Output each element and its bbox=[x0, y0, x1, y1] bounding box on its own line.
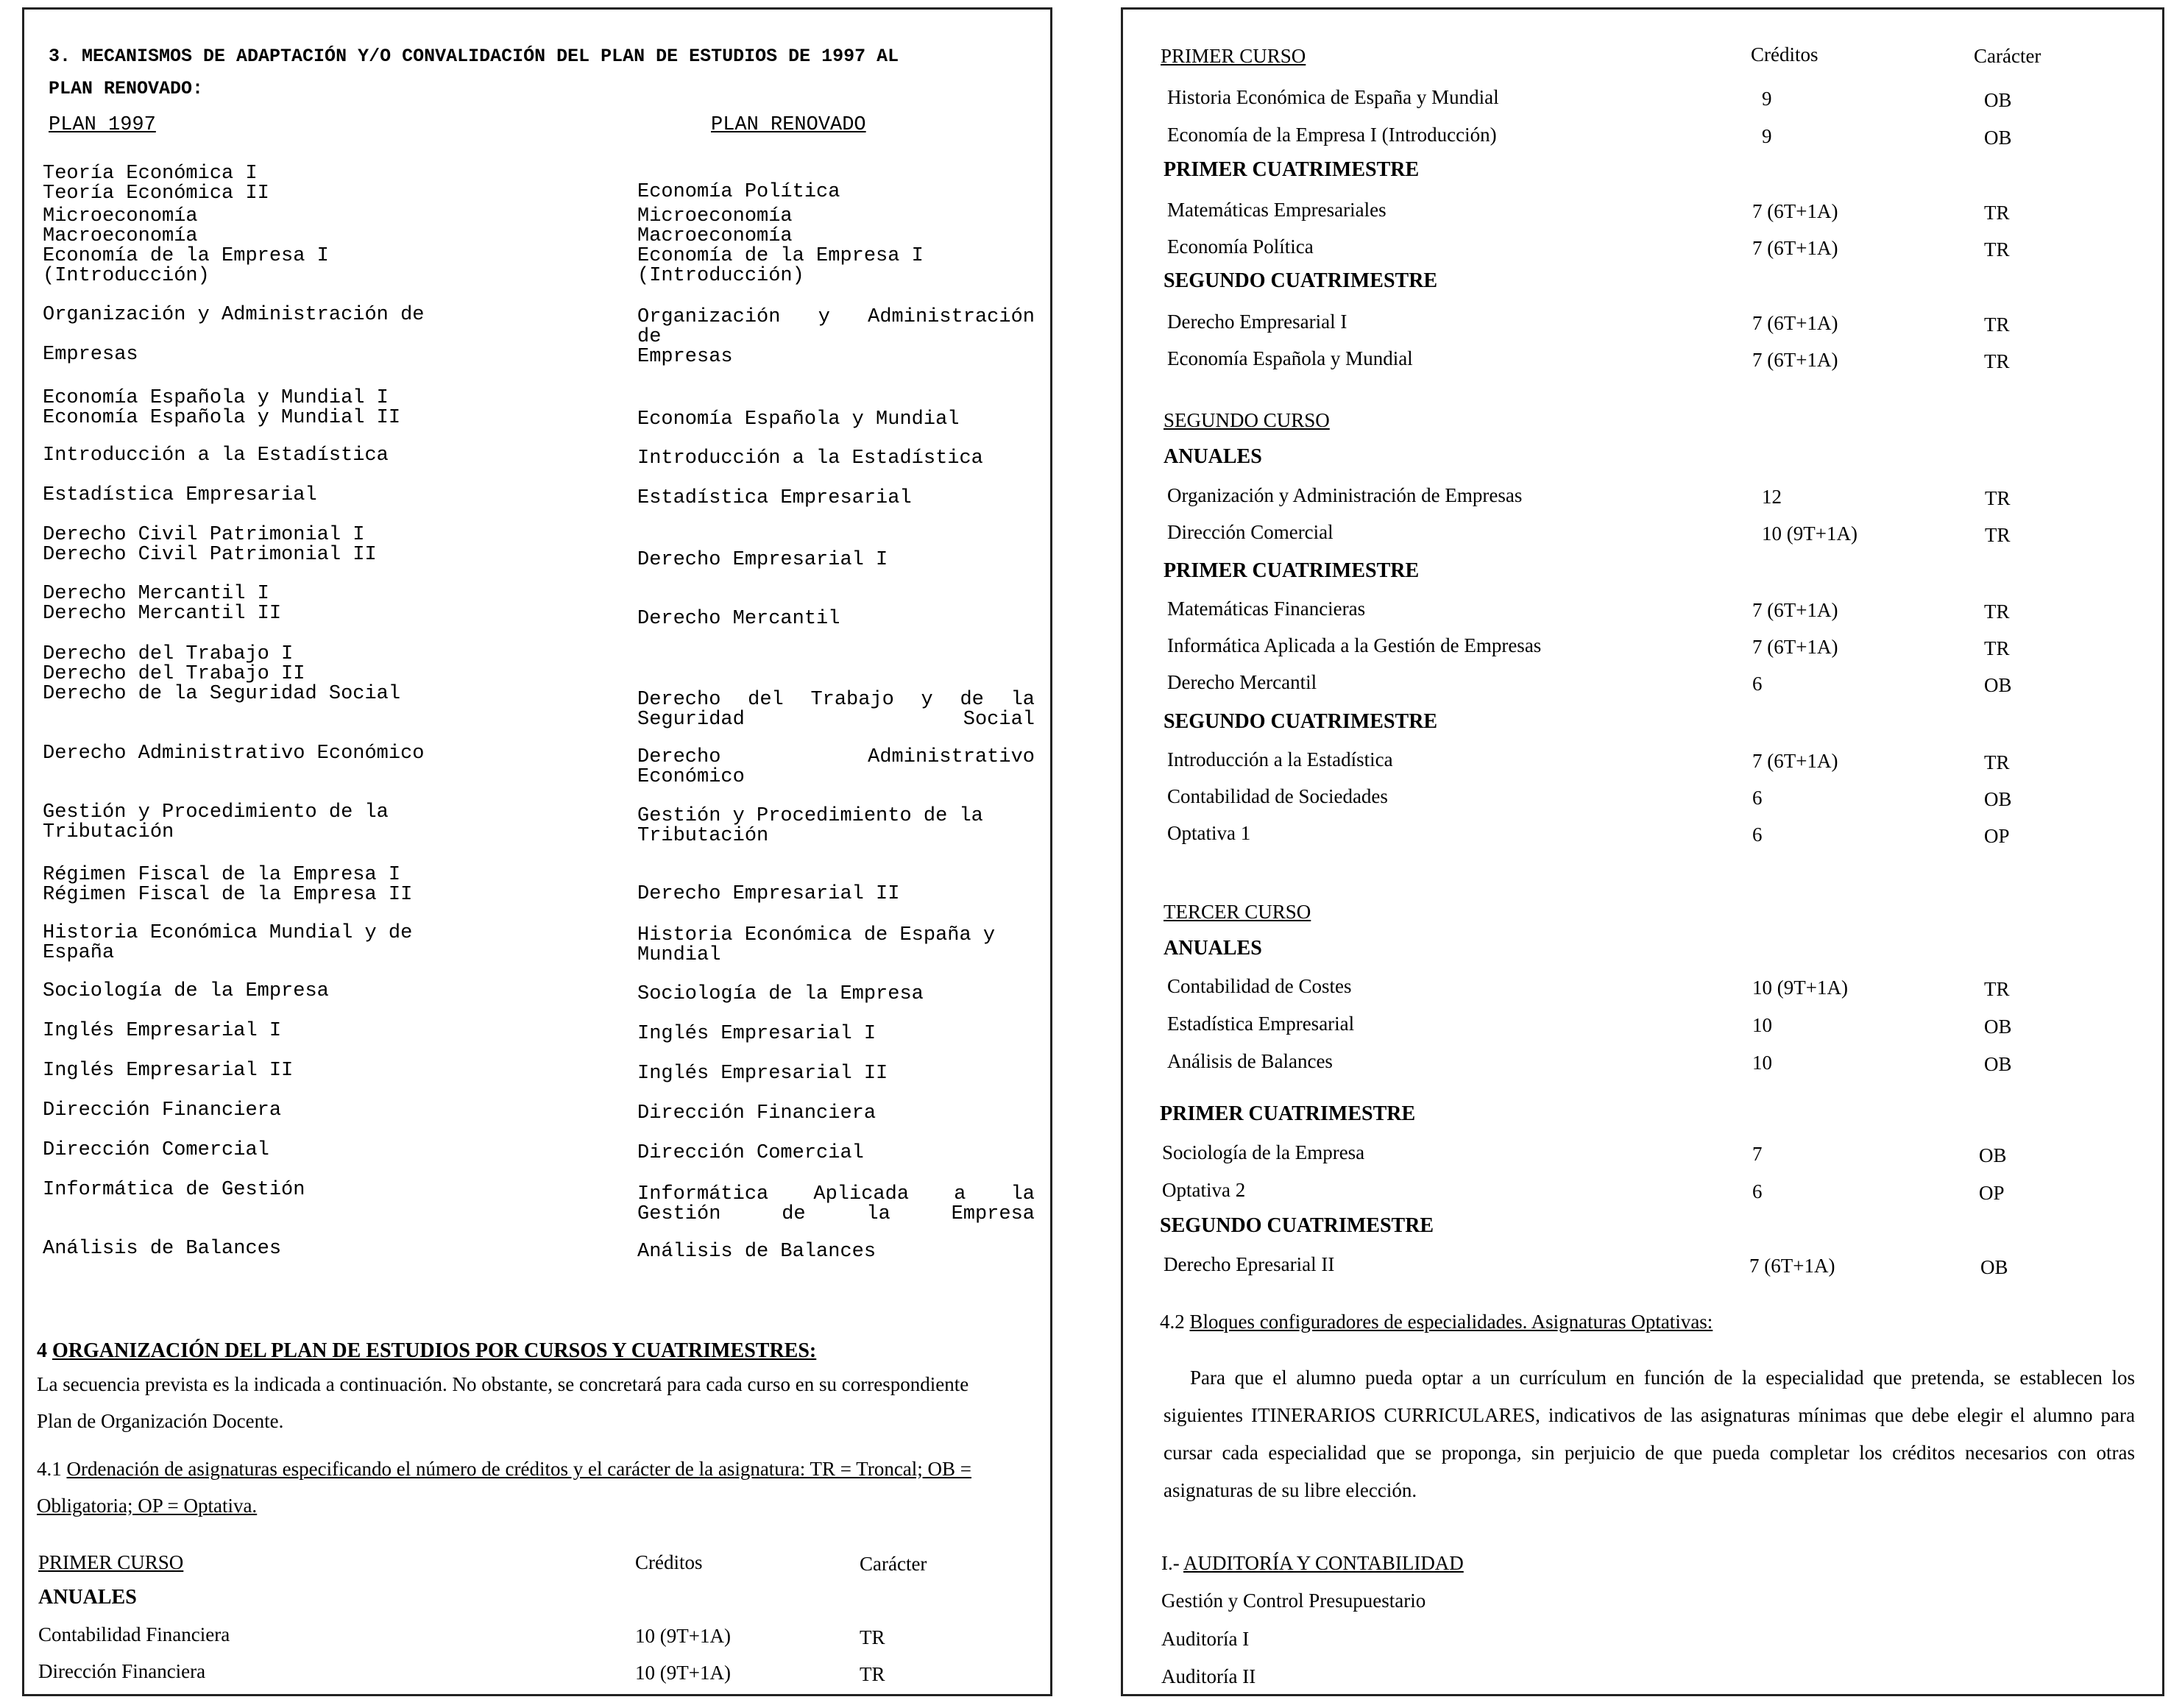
course-subject: Contabilidad de Costes bbox=[1167, 975, 1352, 997]
mapping-new-subject: Dirección Comercial bbox=[637, 1142, 864, 1164]
segundo-curso-anuales: ANUALES bbox=[1164, 445, 1262, 468]
mapping-old-subject: Dirección Comercial bbox=[43, 1139, 269, 1161]
mapping-new-subject: Gestión y Procedimiento de la Tributación bbox=[637, 805, 983, 847]
course-subject: Optativa 1 bbox=[1167, 822, 1251, 844]
mapping-old-subject: Teoría Económica I Teoría Económica II bbox=[43, 163, 269, 205]
course-type: TR bbox=[1984, 202, 2010, 224]
subsection-42-title: 4.2 Bloques configuradores de especialidades. Asignaturas Optativas: bbox=[1160, 1311, 1713, 1333]
right-primer-curso: PRIMER CURSO bbox=[1161, 45, 1306, 67]
left-page bbox=[22, 7, 1052, 1696]
course-subject: Matemáticas Financieras bbox=[1167, 598, 1366, 620]
mapping-new-subject: Historia Económica de España y Mundial bbox=[637, 924, 996, 966]
mapping-new-subject: Derecho Mercantil bbox=[637, 608, 840, 630]
right-page bbox=[1121, 7, 2164, 1696]
course-credits: 10 bbox=[1752, 1052, 1772, 1074]
course-subject: Análisis de Balances bbox=[1167, 1050, 1333, 1072]
right-col-creditos: Créditos bbox=[1751, 43, 1818, 65]
course-credits: 12 bbox=[1762, 486, 1782, 508]
course-subject: Historia Económica de España y Mundial bbox=[1167, 86, 1499, 108]
mapping-old-subject: Introducción a la Estadística bbox=[43, 444, 389, 467]
course-type: TR bbox=[1984, 637, 2010, 659]
itinerario-item: Auditoría II bbox=[1161, 1665, 1256, 1687]
course-type: TR bbox=[860, 1663, 885, 1685]
course-subject: Matemáticas Empresariales bbox=[1167, 199, 1386, 221]
course-credits: 10 (9T+1A) bbox=[635, 1625, 731, 1647]
course-credits: 9 bbox=[1762, 88, 1772, 110]
mapping-new-subject: Economía Española y Mundial bbox=[637, 408, 960, 430]
right-col-caracter: Carácter bbox=[1974, 45, 2041, 67]
course-subject: Economía Política bbox=[1167, 235, 1314, 258]
course-credits: 7 (6T+1A) bbox=[1749, 1255, 1835, 1277]
mapping-old-subject: Microeconomía Macroeconomía Economía de la Empresa I (Introducción) bbox=[43, 205, 329, 287]
itinerarios-paragraph: Para que el alumno pueda optar a un currículum en función de la especialidad que pretenda, se establecen los siguientes ITINERARIOS CURRICULARES, indicativos de las asignaturas mínimas que debe elegir el alumno para cursar cada especialidad que se proponga, sin perjuicio de que pueda completar los créditos necesarios con otras asignaturas de su libre elección. bbox=[1164, 1367, 2135, 1501]
course-credits: 6 bbox=[1752, 823, 1763, 846]
table-col-caracter: Carácter bbox=[860, 1553, 927, 1575]
course-subject: Organización y Administración de Empresas bbox=[1167, 484, 1523, 506]
course-credits: 6 bbox=[1752, 787, 1763, 809]
mapping-new-subject: Inglés Empresarial II bbox=[637, 1063, 888, 1085]
mapping-old-subject: Análisis de Balances bbox=[43, 1238, 282, 1260]
mapping-new-subject: Economía Política bbox=[637, 181, 840, 203]
mapping-old-subject: Inglés Empresarial I bbox=[43, 1020, 282, 1042]
mapping-new-subject: Sociología de la Empresa bbox=[637, 983, 924, 1005]
mapping-new-subject: Análisis de Balances bbox=[637, 1241, 876, 1263]
tercer-curso-label: TERCER CURSO bbox=[1164, 901, 1311, 923]
course-subject: Contabilidad de Sociedades bbox=[1167, 785, 1388, 807]
tercer-curso-anuales: ANUALES bbox=[1164, 937, 1262, 960]
course-type: OB bbox=[1984, 674, 2012, 696]
mapping-new-subject: Organización y Administración de Empresas bbox=[637, 306, 1035, 368]
mapping-old-subject: Estadística Empresarial bbox=[43, 484, 317, 506]
mapping-new-subject: Inglés Empresarial I bbox=[637, 1023, 876, 1045]
col-new-header: PLAN RENOVADO bbox=[711, 114, 866, 136]
course-type: TR bbox=[1984, 751, 2010, 773]
course-type: OB bbox=[1980, 1256, 2008, 1278]
section4-text-line1: La secuencia prevista es la indicada a continuación. No obstante, se concretará para cada curso en su correspondiente bbox=[37, 1373, 969, 1395]
mapping-new-subject: Derecho Administrativo Económico bbox=[637, 746, 1035, 788]
section4-text-line2: Plan de Organización Docente. bbox=[37, 1410, 284, 1432]
itinerario-item: Auditoría I bbox=[1161, 1628, 1250, 1650]
course-type: OB bbox=[1984, 1053, 2012, 1075]
course-type: OP bbox=[1979, 1182, 2005, 1204]
course-credits: 6 bbox=[1752, 1180, 1763, 1202]
mapping-old-subject: Economía Española y Mundial I Economía Española y Mundial II bbox=[43, 387, 401, 429]
table-primer-curso-label: PRIMER CURSO bbox=[38, 1551, 184, 1573]
course-credits: 7 (6T+1A) bbox=[1752, 349, 1838, 371]
course-subject: Economía de la Empresa I (Introducción) bbox=[1167, 124, 1497, 146]
mapping-new-subject: Derecho Empresarial I bbox=[637, 549, 888, 571]
mapping-new-subject: Derecho Empresarial II bbox=[637, 883, 900, 905]
segundo-curso-label: SEGUNDO CURSO bbox=[1164, 409, 1330, 431]
course-credits: 7 (6T+1A) bbox=[1752, 750, 1838, 772]
itinerario-i-title: I.- AUDITORÍA Y CONTABILIDAD bbox=[1161, 1552, 1464, 1574]
table-col-creditos: Créditos bbox=[635, 1551, 703, 1573]
course-subject: Derecho Mercantil bbox=[1167, 671, 1317, 693]
course-credits: 9 bbox=[1762, 125, 1772, 147]
course-credits: 7 (6T+1A) bbox=[1752, 599, 1838, 621]
mapping-old-subject: Derecho Civil Patrimonial I Derecho Civil Patrimonial II bbox=[43, 524, 377, 566]
mapping-new-subject: Derecho del Trabajo y de la Seguridad Social bbox=[637, 689, 1035, 731]
course-credits: 7 (6T+1A) bbox=[1752, 312, 1838, 334]
course-credits: 7 bbox=[1752, 1143, 1763, 1165]
section4-title: 4 ORGANIZACIÓN DEL PLAN DE ESTUDIOS POR CURSOS Y CUATRIMESTRES: bbox=[37, 1339, 817, 1362]
subsection-41-line1: 4.1 Ordenación de asignaturas especificando el número de créditos y el carácter de la asignatura: TR = Troncal; OB = bbox=[37, 1458, 972, 1480]
mapping-old-subject: Derecho Administrativo Económico bbox=[43, 743, 425, 765]
course-type: OB bbox=[1984, 1016, 2012, 1038]
course-credits: 10 bbox=[1752, 1014, 1772, 1036]
course-subject: Dirección Financiera bbox=[38, 1660, 206, 1682]
mapping-old-subject: Derecho del Trabajo I Derecho del Trabajo II Derecho de la Seguridad Social bbox=[43, 643, 401, 705]
mapping-new-subject: Informática Aplicada a la Gestión de la Empresa bbox=[637, 1183, 1035, 1225]
course-credits: 10 (9T+1A) bbox=[1762, 522, 1857, 545]
mapping-old-subject: Régimen Fiscal de la Empresa I Régimen Fiscal de la Empresa II bbox=[43, 864, 413, 906]
course-subject: Derecho Empresarial I bbox=[1167, 311, 1347, 333]
course-subject: Introducción a la Estadística bbox=[1167, 748, 1393, 770]
subsection-41-line2: Obligatoria; OP = Optativa. bbox=[37, 1495, 258, 1517]
mapping-old-subject: Organización y Administración de Empresas bbox=[43, 304, 425, 366]
course-type: TR bbox=[1984, 350, 2010, 372]
section3-heading-line1: 3. MECANISMOS DE ADAPTACIÓN Y/O CONVALIDACIÓN DEL PLAN DE ESTUDIOS DE 1997 AL bbox=[49, 46, 899, 67]
course-credits: 7 (6T+1A) bbox=[1752, 200, 1838, 222]
tercer-curso-segundo-cuatrimestre: SEGUNDO CUATRIMESTRE bbox=[1160, 1214, 1434, 1237]
primer-curso-primer-cuatrimestre: PRIMER CUATRIMESTRE bbox=[1164, 158, 1420, 181]
course-credits: 10 (9T+1A) bbox=[635, 1662, 731, 1684]
course-type: OB bbox=[1984, 89, 2012, 111]
course-type: TR bbox=[1984, 600, 2010, 623]
course-subject: Estadística Empresarial bbox=[1167, 1013, 1355, 1035]
course-type: TR bbox=[1985, 524, 2011, 546]
segundo-curso-primer-cuatrimestre: PRIMER CUATRIMESTRE bbox=[1164, 559, 1420, 582]
course-subject: Economía Española y Mundial bbox=[1167, 347, 1413, 369]
course-type: OB bbox=[1979, 1144, 2007, 1166]
course-type: TR bbox=[1984, 978, 2010, 1000]
course-type: OP bbox=[1984, 825, 2010, 847]
course-type: OB bbox=[1984, 788, 2012, 810]
course-type: TR bbox=[1984, 238, 2010, 261]
course-type: TR bbox=[1984, 313, 2010, 336]
mapping-old-subject: Historia Económica Mundial y de España bbox=[43, 922, 413, 964]
tercer-curso-primer-cuatrimestre: PRIMER CUATRIMESTRE bbox=[1160, 1102, 1416, 1125]
course-type: OB bbox=[1984, 127, 2012, 149]
course-subject: Contabilidad Financiera bbox=[38, 1623, 230, 1645]
mapping-old-subject: Inglés Empresarial II bbox=[43, 1060, 294, 1082]
course-type: TR bbox=[1985, 487, 2011, 509]
mapping-old-subject: Gestión y Procedimiento de la Tributación bbox=[43, 801, 389, 843]
anuales-label: ANUALES bbox=[38, 1586, 137, 1609]
itinerario-item: Gestión y Control Presupuestario bbox=[1161, 1590, 1426, 1612]
course-subject: Sociología de la Empresa bbox=[1162, 1141, 1365, 1163]
course-subject: Dirección Comercial bbox=[1167, 521, 1334, 543]
mapping-old-subject: Informática de Gestión bbox=[43, 1179, 305, 1201]
course-subject: Optativa 2 bbox=[1162, 1179, 1246, 1201]
course-type: TR bbox=[860, 1626, 885, 1648]
course-subject: Informática Aplicada a la Gestión de Empresas bbox=[1167, 634, 1542, 656]
mapping-old-subject: Derecho Mercantil I Derecho Mercantil II bbox=[43, 583, 282, 625]
section3-heading-line2: PLAN RENOVADO: bbox=[49, 78, 204, 99]
mapping-new-subject: Microeconomía Macroeconomía Economía de la Empresa I (Introducción) bbox=[637, 205, 924, 287]
mapping-new-subject: Estadística Empresarial bbox=[637, 487, 912, 509]
mapping-old-subject: Sociología de la Empresa bbox=[43, 980, 329, 1002]
mapping-old-subject: Dirección Financiera bbox=[43, 1099, 282, 1121]
course-credits: 6 bbox=[1752, 673, 1763, 695]
course-credits: 7 (6T+1A) bbox=[1752, 237, 1838, 259]
course-subject: Derecho Epresarial II bbox=[1164, 1253, 1335, 1275]
course-credits: 7 (6T+1A) bbox=[1752, 636, 1838, 658]
col-old-header: PLAN 1997 bbox=[49, 114, 156, 136]
primer-curso-segundo-cuatrimestre: SEGUNDO CUATRIMESTRE bbox=[1164, 269, 1438, 292]
segundo-curso-segundo-cuatrimestre: SEGUNDO CUATRIMESTRE bbox=[1164, 710, 1438, 733]
mapping-new-subject: Dirección Financiera bbox=[637, 1102, 876, 1124]
mapping-new-subject: Introducción a la Estadística bbox=[637, 447, 983, 469]
course-credits: 10 (9T+1A) bbox=[1752, 977, 1848, 999]
